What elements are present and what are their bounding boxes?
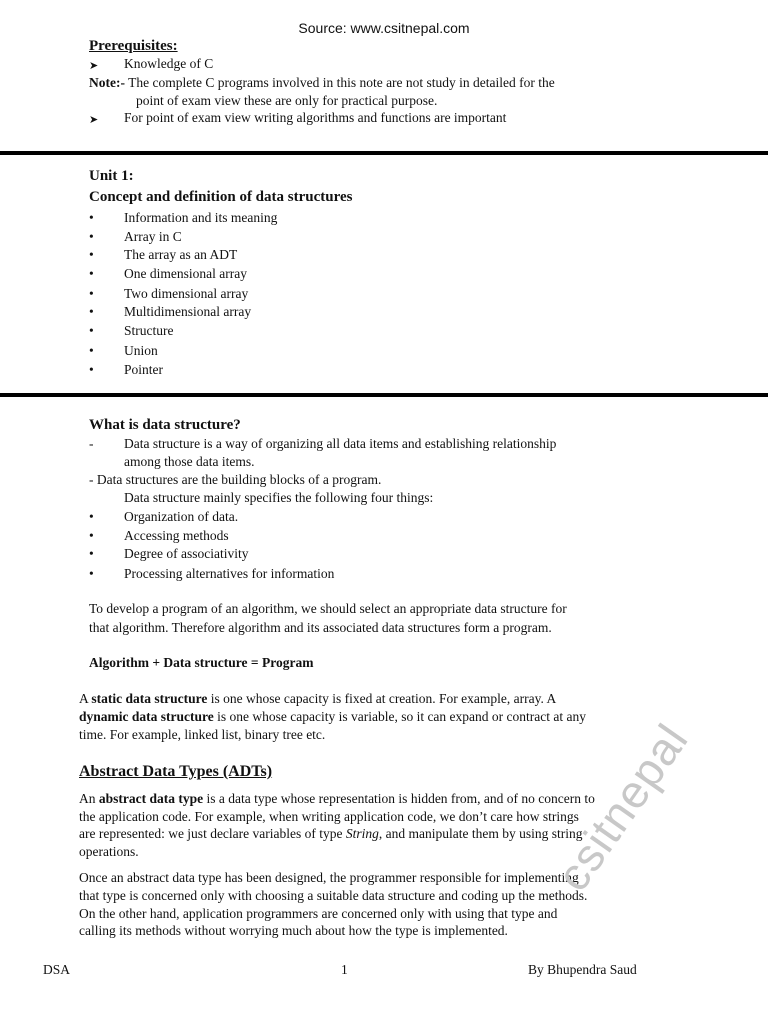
ds-line: among those data items. [124, 454, 255, 469]
paragraph-line: that algorithm. Therefore algorithm and its associated data structures form a program. [89, 620, 552, 635]
adt-line: operations. [79, 844, 139, 859]
text-fragment: An [79, 791, 99, 806]
unit-subtitle: Concept and definition of data structures [89, 189, 353, 205]
bullet-icon: • [89, 362, 94, 377]
bullet-icon: • [89, 323, 94, 338]
text-fragment: is one whose capacity is fixed at creation. For example, array. A [207, 691, 557, 706]
static-term: static data structure [91, 691, 208, 706]
bullet-icon: • [89, 546, 94, 561]
adt-line: that type is concerned only with choosing a suitable data structure and coding up the methods. [79, 888, 588, 903]
topic-item: Array in C [124, 229, 182, 244]
static-line [79, 690, 556, 708]
topic-item: Information and its meaning [124, 210, 278, 225]
bullet-icon: • [89, 304, 94, 319]
topic-item: Pointer [124, 362, 163, 377]
paragraph-line: time. For example, linked list, binary tree etc. [79, 727, 326, 742]
bullet-icon: • [89, 229, 94, 244]
topic-item: Two dimensional array [124, 286, 249, 301]
dynamic-term: dynamic data structure [79, 709, 214, 724]
adt-line: the application code. For example, when writing application code, we don’t care how strings [79, 809, 579, 824]
topic-item: One dimensional array [124, 266, 247, 281]
page-number: 1 [341, 962, 348, 977]
thing-item: Degree of associativity [124, 546, 249, 561]
text-fragment: is a data type whose representation is hidden from, and of no concern to [203, 791, 595, 806]
adt-line: On the other hand, application programmers are concerned only with using that type and [79, 906, 558, 921]
prereq-item: Knowledge of C [124, 56, 214, 71]
arrow-bullet-icon: ➤ [89, 114, 99, 126]
prerequisites-heading: Prerequisites: [89, 38, 178, 54]
section-divider [0, 393, 768, 397]
bullet-icon: • [89, 566, 94, 581]
adt-line: calling its methods without worrying much about how the type is implemented. [79, 923, 508, 938]
adt-line [79, 790, 595, 808]
note-label: Note:- [89, 75, 125, 90]
adt-term: abstract data type [98, 791, 204, 806]
text-fragment: is one whose capacity is variable, so it can expand or contract at any [213, 709, 586, 724]
paragraph-line: To develop a program of an algorithm, we should select an appropriate data structure for [89, 601, 567, 616]
bullet-icon: • [89, 210, 94, 225]
thing-item: Organization of data. [124, 509, 239, 524]
dynamic-line [79, 708, 586, 726]
footer-author: By Bhupendra Saud [528, 962, 637, 977]
note-line [89, 74, 555, 92]
text-fragment: A [79, 691, 92, 706]
dash-marker: - [89, 436, 94, 451]
topic-item: Structure [124, 323, 174, 338]
topic-item: The array as an ADT [124, 247, 238, 262]
bullet-icon: • [89, 286, 94, 301]
bullet-icon: • [89, 266, 94, 281]
formula: Algorithm + Data structure = Program [89, 655, 314, 670]
topic-item: Multidimensional array [124, 304, 252, 319]
section-divider [0, 151, 768, 155]
watermark-logo: csitnepal [546, 714, 698, 901]
adt-heading: Abstract Data Types (ADTs) [79, 763, 273, 780]
thing-item: Accessing methods [124, 528, 229, 543]
text-fragment: , and manipulate them by using string [378, 826, 583, 841]
ds-line: Data structure mainly specifies the following four things: [124, 490, 434, 505]
ds-line: - Data structures are the building blocks of a program. [89, 472, 382, 487]
source-line: Source: www.csitnepal.com [298, 20, 470, 36]
bullet-icon: • [89, 528, 94, 543]
bullet-icon: • [89, 343, 94, 358]
bullet-icon: • [89, 247, 94, 262]
prereq-item: For point of exam view writing algorithms and functions are important [124, 110, 507, 125]
string-type: String [345, 826, 379, 841]
footer-left: DSA [43, 962, 71, 977]
topic-item: Union [124, 343, 158, 358]
arrow-bullet-icon: ➤ [89, 60, 99, 72]
note-text: The complete C programs involved in this note are not study in detailed for the [124, 75, 555, 90]
ds-line: Data structure is a way of organizing all data items and establishing relationship [124, 436, 557, 451]
thing-item: Processing alternatives for information [124, 566, 335, 581]
unit-title: Unit 1: [89, 168, 134, 184]
text-fragment: are represented: we just declare variables of type [79, 826, 346, 841]
adt-line [79, 825, 583, 843]
adt-line: Once an abstract data type has been designed, the programmer responsible for implementing [79, 870, 579, 885]
note-line-2: point of exam view these are only for practical purpose. [136, 93, 438, 108]
bullet-icon: • [89, 509, 94, 524]
data-structure-heading: What is data structure? [89, 417, 241, 433]
